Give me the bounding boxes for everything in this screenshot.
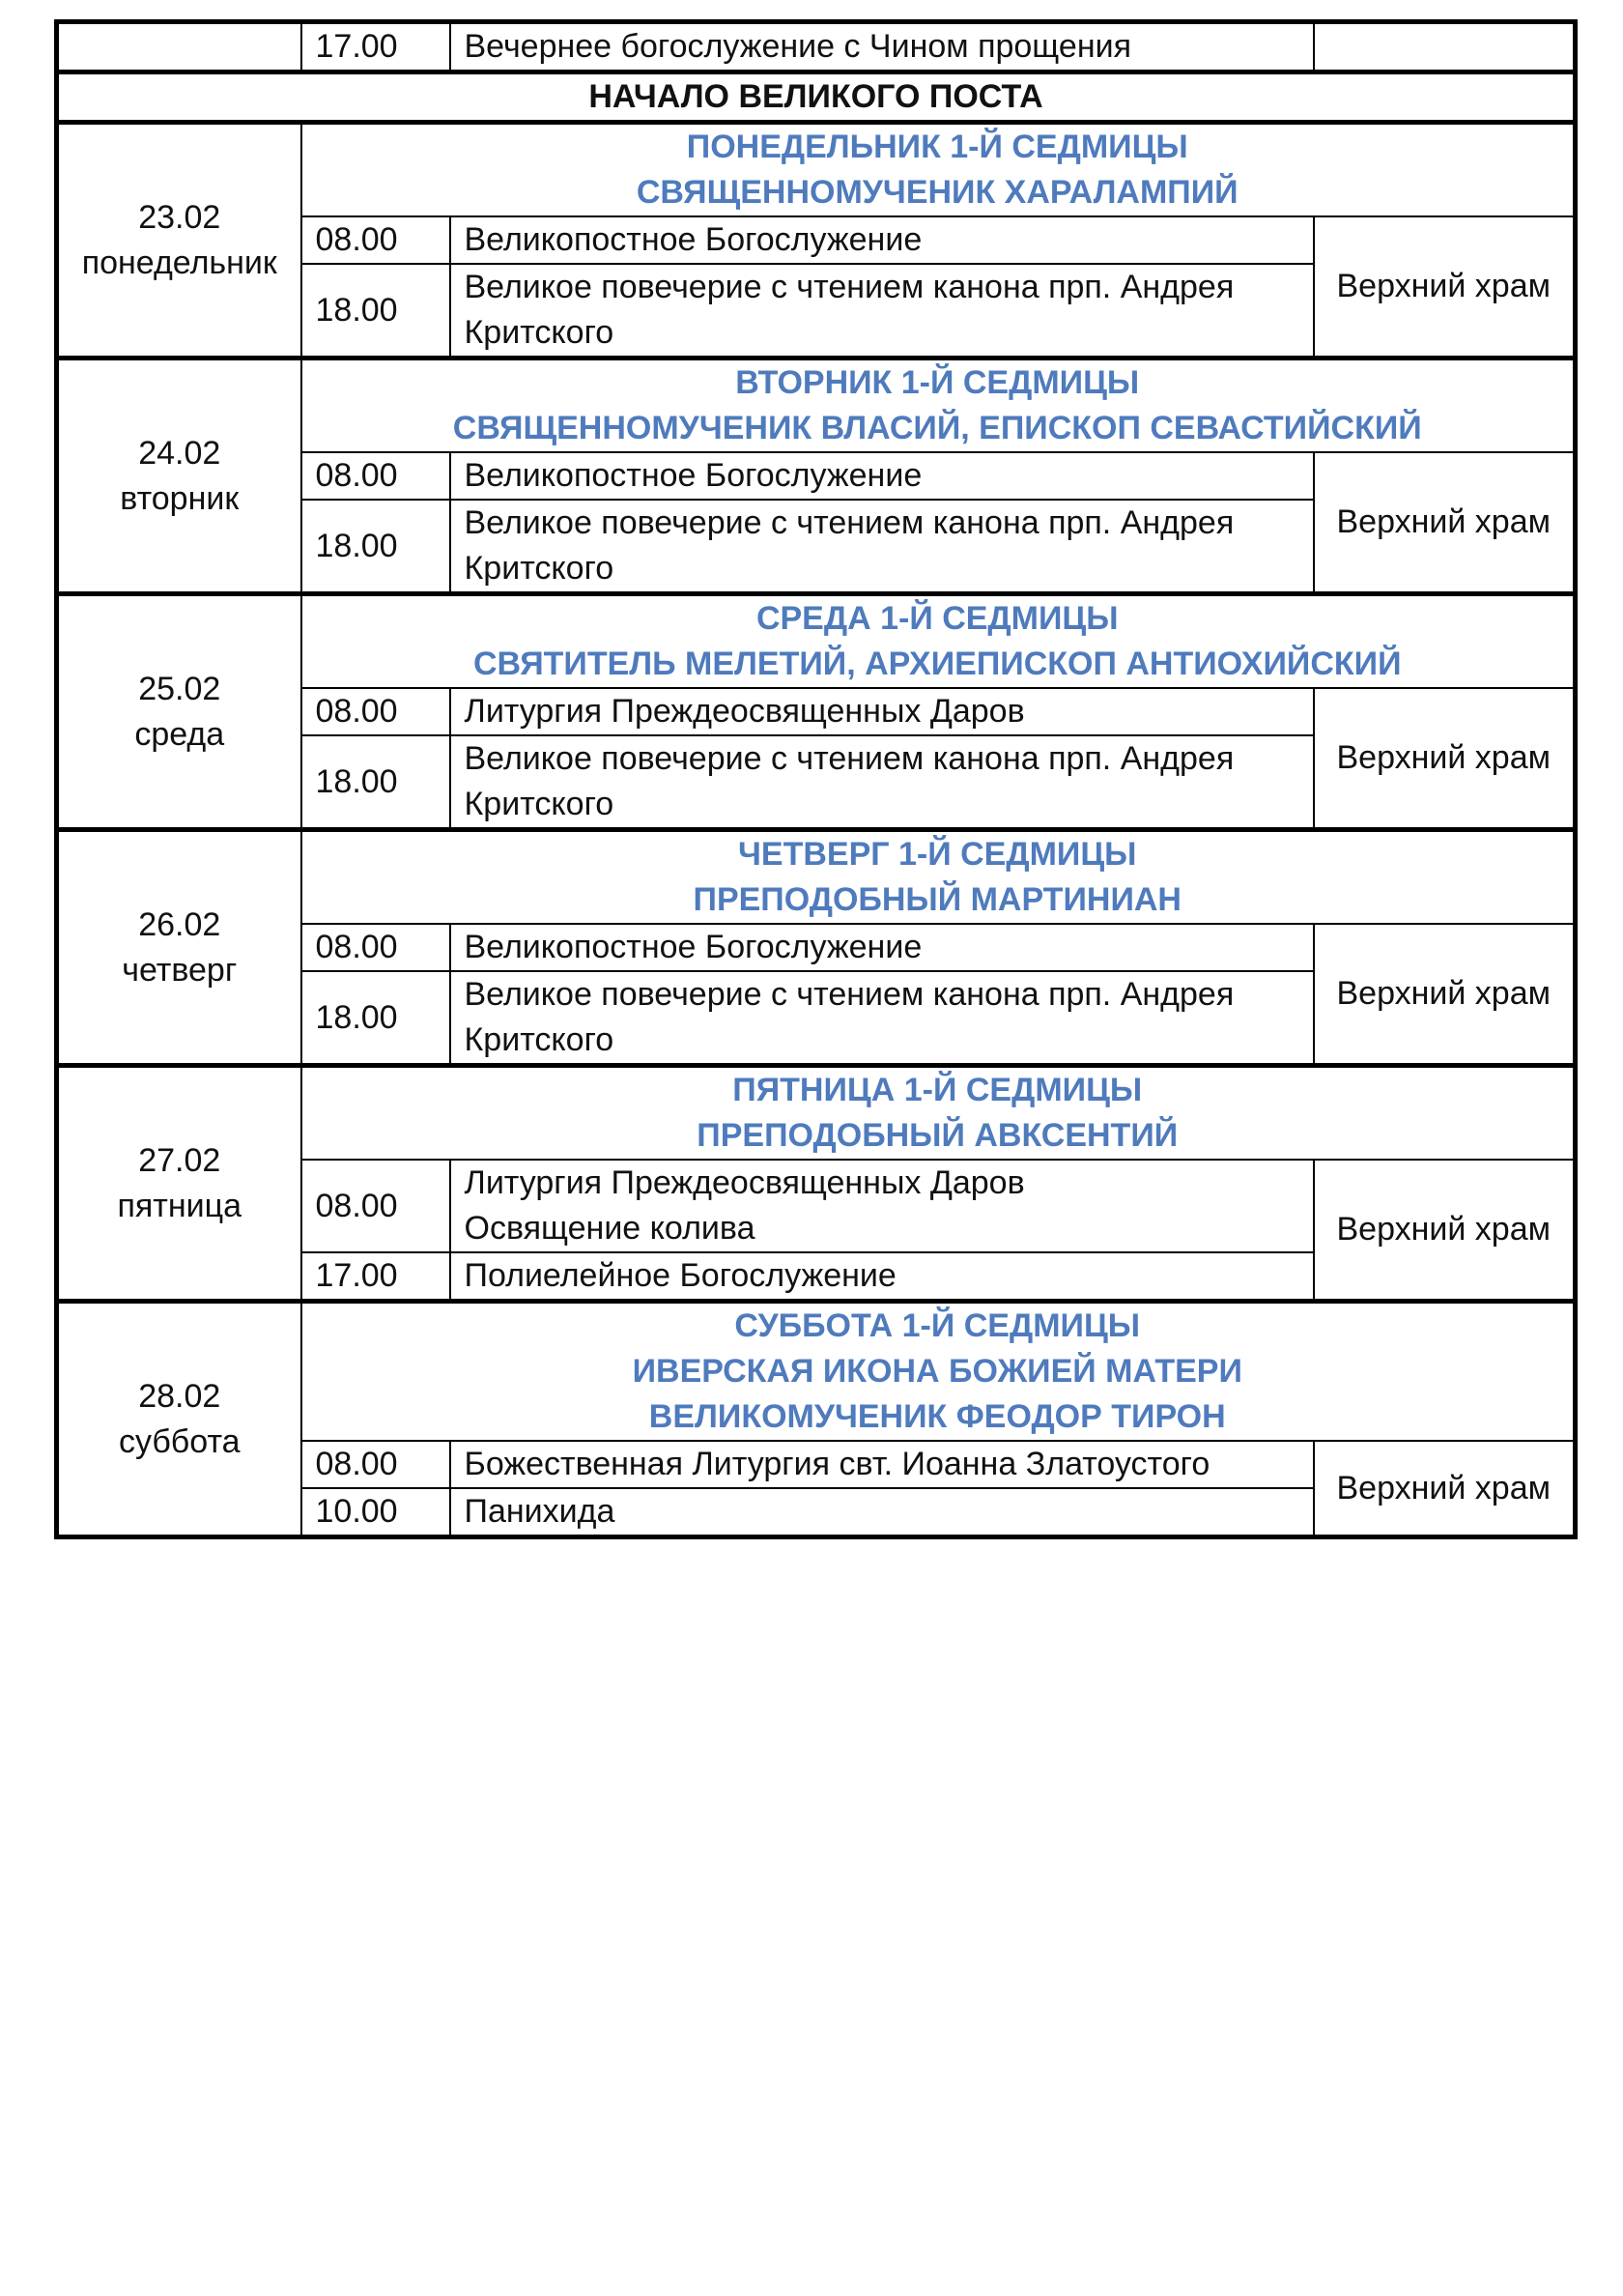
date-cell (57, 594, 301, 830)
date-cell (57, 1066, 301, 1302)
date-cell (57, 359, 301, 594)
service-line: Панихида (464, 1493, 615, 1530)
time-cell: 10.00 (301, 1488, 450, 1537)
date-cell (57, 830, 301, 1066)
service-cell (450, 500, 1314, 594)
date-value: 26.02 (138, 905, 221, 943)
day-title-line: ЧЕТВЕРГ 1-Й СЕДМИЦЫ (738, 836, 1137, 873)
top-row (57, 22, 1576, 72)
service-cell (450, 688, 1314, 735)
location-cell: Верхний храм (1314, 1441, 1576, 1537)
time-cell: 08.00 (301, 1160, 450, 1252)
time-cell: 08.00 (301, 216, 450, 264)
day-title (301, 1066, 1576, 1161)
service-line: Божественная Литургия свт. Иоанна Златоустого (464, 1446, 1210, 1482)
day-header-row (57, 1066, 1576, 1161)
day-title-line: СУББОТА 1-Й СЕДМИЦЫ (734, 1307, 1141, 1344)
service-line: Критского (464, 550, 614, 587)
date-value: 25.02 (138, 670, 221, 707)
day-title-line: ПРЕПОДОБНЫЙ АВКСЕНТИЙ (697, 1117, 1179, 1154)
service-line: Критского (464, 314, 614, 351)
service-cell (450, 1488, 1314, 1537)
empty-location-cell (1314, 22, 1576, 72)
service-cell (450, 264, 1314, 359)
service-line: Полиелейное Богослужение (464, 1257, 897, 1294)
weekday-value: суббота (118, 1422, 241, 1460)
day-title (301, 123, 1576, 217)
service-cell (450, 1252, 1314, 1302)
service-line: Великопостное Богослужение (464, 221, 923, 258)
weekday-value: понедельник (81, 244, 277, 281)
day-title-line: ПЯТНИЦА 1-Й СЕДМИЦЫ (732, 1072, 1143, 1108)
time-cell: 18.00 (301, 735, 450, 830)
day-header-row (57, 830, 1576, 925)
lent-banner: НАЧАЛО ВЕЛИКОГО ПОСТА (57, 72, 1576, 123)
location-cell: Верхний храм (1314, 688, 1576, 830)
time-cell: 08.00 (301, 688, 450, 735)
service-line: Великопостное Богослужение (464, 929, 923, 965)
weekday-value: среда (134, 715, 225, 753)
day-title-line: ИВЕРСКАЯ ИКОНА БОЖИЕЙ МАТЕРИ (632, 1353, 1242, 1390)
day-header-row (57, 359, 1576, 453)
service-cell (450, 735, 1314, 830)
date-cell (57, 123, 301, 359)
day-title-line: ВТОРНИК 1-Й СЕДМИЦЫ (735, 364, 1140, 401)
location-cell: Верхний храм (1314, 452, 1576, 594)
service-line: Освящение колива (464, 1210, 755, 1247)
location-cell: Верхний храм (1314, 924, 1576, 1066)
service-line: Великое повечерие с чтением канона прп. Андрея (464, 269, 1235, 305)
service-cell (450, 452, 1314, 500)
service-line: Великое повечерие с чтением канона прп. Андрея (464, 504, 1235, 541)
date-value: 24.02 (138, 434, 221, 472)
day-title-line: СВЯЩЕННОМУЧЕНИК ВЛАСИЙ, ЕПИСКОП СЕВАСТИЙСКИЙ (452, 410, 1422, 446)
day-title (301, 830, 1576, 925)
weekday-value: пятница (117, 1187, 242, 1224)
time-cell: 18.00 (301, 264, 450, 359)
service-line: Критского (464, 1021, 614, 1058)
day-title-line: ПРЕПОДОБНЫЙ МАРТИНИАН (693, 881, 1182, 918)
service-cell (450, 971, 1314, 1066)
service-line: Великопостное Богослужение (464, 457, 923, 494)
service-cell (450, 924, 1314, 971)
service-line: Великое повечерие с чтением канона прп. Андрея (464, 976, 1235, 1013)
time-cell: 18.00 (301, 500, 450, 594)
weekday-value: четверг (122, 951, 238, 989)
service-cell (450, 1160, 1314, 1252)
day-title (301, 594, 1576, 689)
banner-row (57, 72, 1576, 123)
day-title-line: ВЕЛИКОМУЧЕНИК ФЕОДОР ТИРОН (648, 1398, 1226, 1435)
day-title-line: СВЯЩЕННОМУЧЕНИК ХАРАЛАМПИЙ (636, 174, 1239, 211)
service-cell: Вечернее богослужение с Чином прощения (450, 22, 1314, 72)
time-cell: 08.00 (301, 452, 450, 500)
time-cell: 08.00 (301, 1441, 450, 1488)
service-line: Литургия Преждеосвященных Даров (464, 1164, 1025, 1201)
day-title-line: СВЯТИТЕЛЬ МЕЛЕТИЙ, АРХИЕПИСКОП АНТИОХИЙСКИЙ (472, 646, 1402, 682)
time-cell: 18.00 (301, 971, 450, 1066)
service-cell (450, 216, 1314, 264)
time-cell: 08.00 (301, 924, 450, 971)
date-value: 27.02 (138, 1141, 221, 1179)
weekday-value: вторник (120, 479, 240, 517)
day-header-row (57, 1302, 1576, 1442)
day-header-row (57, 594, 1576, 689)
empty-date-cell (57, 22, 301, 72)
service-line: Литургия Преждеосвященных Даров (464, 693, 1025, 730)
date-value: 23.02 (138, 198, 221, 236)
time-cell: 17.00 (301, 22, 450, 72)
service-line: Критского (464, 786, 614, 822)
date-value: 28.02 (138, 1377, 221, 1415)
time-cell: 17.00 (301, 1252, 450, 1302)
day-title-line: ПОНЕДЕЛЬНИК 1-Й СЕДМИЦЫ (686, 129, 1188, 165)
schedule-table (54, 19, 1578, 1539)
day-header-row (57, 123, 1576, 217)
service-cell (450, 1441, 1314, 1488)
location-cell: Верхний храм (1314, 1160, 1576, 1302)
date-cell (57, 1302, 301, 1537)
location-cell: Верхний храм (1314, 216, 1576, 359)
day-title (301, 1302, 1576, 1442)
service-line: Великое повечерие с чтением канона прп. Андрея (464, 740, 1235, 777)
day-title-line: СРЕДА 1-Й СЕДМИЦЫ (755, 600, 1119, 637)
day-title (301, 359, 1576, 453)
